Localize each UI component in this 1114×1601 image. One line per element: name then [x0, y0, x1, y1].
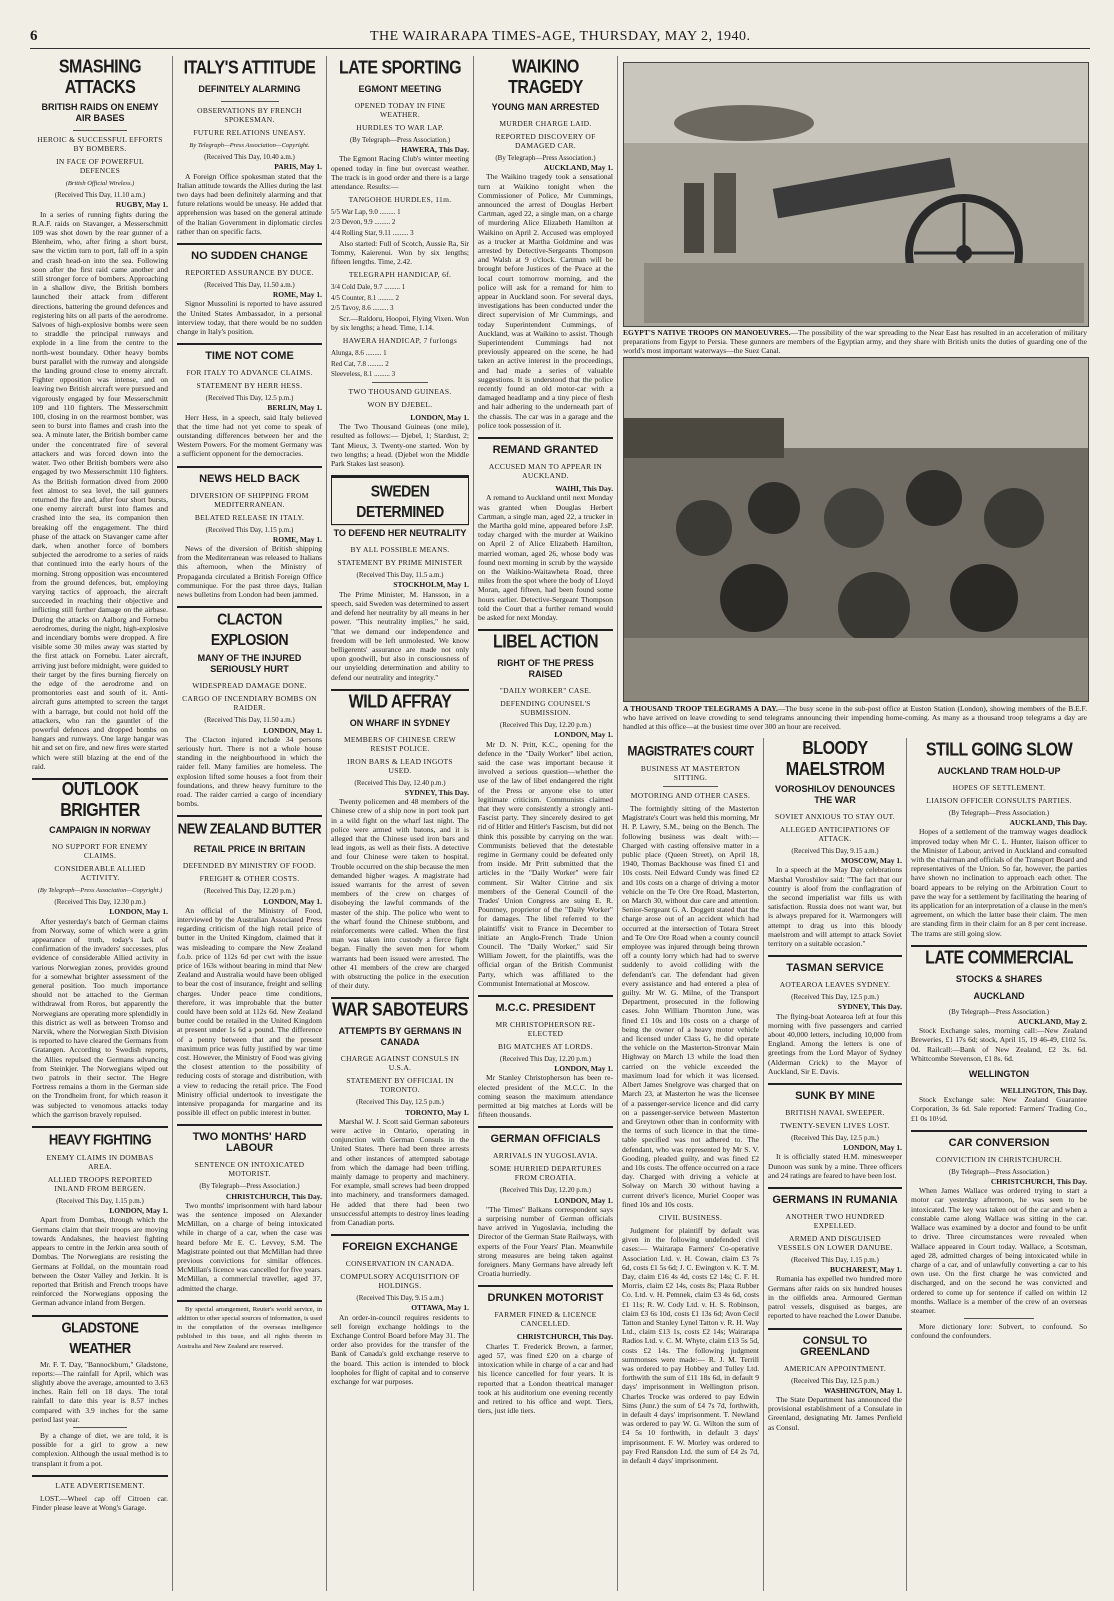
separator: [911, 945, 1087, 947]
headline-no-sudden-change: NO SUDDEN CHANGE: [191, 250, 308, 263]
headline-war-saboteurs: WAR SABOTEURS: [332, 1001, 468, 1021]
headline-drunken-motorist: DRUNKEN MOTORIST: [487, 1292, 604, 1305]
subhead: TWENTY-SEVEN LIVES LOST.: [780, 1121, 890, 1131]
received-note: (Received This Day, 12.5 p.m.): [791, 1134, 879, 1143]
page-number: 6: [30, 28, 38, 44]
headline-sunk-by-mine: SUNK BY MINE: [795, 1090, 875, 1103]
subhead: AOTEAROA LEAVES SYDNEY.: [779, 980, 891, 990]
late-advertisement-heading: LATE ADVERTISEMENT.: [55, 1480, 145, 1490]
subhead: FARMER FINED & LICENCE CANCELLED.: [494, 1310, 597, 1329]
subhead: HEROIC & SUCCESSFUL EFFORTS BY BOMBERS.: [37, 135, 163, 153]
subhead: TO DEFEND HER NEUTRALITY: [333, 528, 467, 539]
headline-tasman-service: TASMAN SERVICE: [786, 962, 884, 975]
article-body: The Two Thousand Guineas (one mile), resulted as follows:— Djebel, 1; Stardust, 2; Tant Mieux, 3. Twenty-one started. Won by two lengths; a head. (Djebel won the Middle Park Stakes last season).: [331, 422, 469, 469]
subhead: REPORTED ASSURANCE BY DUCE.: [185, 268, 314, 278]
headline-gladstone-weather: GLADSTONE WEATHER: [61, 1317, 139, 1356]
photo-egyptian-troops: [623, 62, 1089, 327]
separator: [177, 1124, 322, 1126]
subhead: DEFINITELY ALARMING: [198, 84, 301, 94]
dateline: BERLIN, May 1.: [267, 403, 322, 413]
subhead: DIVERSION OF SHIPPING FROM MEDITERRANEAN.: [190, 490, 309, 509]
city-heading: AUCKLAND: [973, 990, 1025, 1001]
received-note: (Received This Day, 12.20 p.m.): [499, 1055, 592, 1064]
separator: [32, 1315, 168, 1317]
received-note: (Received This Day, 12.5 p.m.): [791, 1376, 879, 1385]
race-result: Red Cat, 7.8 ......... 2: [331, 359, 389, 368]
dateline: LONDON, May 1.: [410, 413, 469, 423]
article-body: An official of the Ministry of Food, interviewed by the Australian Associated Press regarding criticism of the high retail price of butter in the United Kingdom, claimed that it was misleading to compare the New Zealand f.o.b. price of 112s 6d per cwt with the issue price of 163s without bearing in mind that New Zealand and Australia would have been obliged to bear the cost of insurance, freight and selling charges. Under peace time conditions, therefore, it was improbable that the butter could have been sold at 112s 6d. New Zealand butter could be retailed in the United Kingdom at present under 1s 6d a pound. The difference of a penny between that and the present maximum price was fully justified by war time cost. However, the Ministry of Food was giving the closest attention to the possibility of reducing costs of storage and distribution, with a view to reducing the retail price. The Food Ministry official undertook to investigate the intensive propaganda for margarine and its possible ill effect on public interest in butter.: [177, 905, 322, 1118]
race-result: Sleeveless, 8.1 ......... 3: [331, 369, 396, 378]
dateline: LONDON, May 1.: [843, 1143, 902, 1153]
column-rule: [763, 738, 764, 1591]
subhead: CONSIDERABLE ALLIED ACTIVITY.: [54, 864, 146, 882]
column-5: [622, 740, 759, 1593]
article-body: A Foreign Office spokesman stated that the Italian attitude towards the Allies during the last two days had been definitely alarming and that future relations would be uneasy. He added that apprehension was based on the general attitude of the Italian Government in diplomatic circles rather than on specific facts.: [177, 171, 322, 236]
divider: [73, 1427, 127, 1428]
separator: [478, 629, 613, 631]
headline-foreign-exchange: FOREIGN EXCHANGE: [342, 1241, 458, 1254]
dateline: ROME, May 1.: [272, 290, 322, 300]
divider: [964, 1318, 1034, 1319]
subhead: YOUNG MAN ARRESTED: [491, 102, 600, 112]
subhead: WON BY DJEBEL.: [367, 400, 433, 410]
article-body: Stock Exchange sale: New Zealand Guarantee Corporation, 3s 6d. Sale reported: Farmers' Trading Co., £1 0s 10½d.: [911, 1095, 1087, 1123]
received-note: (Received This Day, 12.5 p.m.): [356, 1098, 444, 1107]
dateline: WASHINGTON, May 1.: [823, 1385, 902, 1395]
subhead: RIGHT OF THE PRESS RAISED: [497, 658, 594, 680]
article-body: Signor Mussolini is reported to have assured the United States Ambassador, in a personal interview today, that there would be no sudden change in Italy's position.: [177, 299, 322, 337]
dateline: PARIS, May 1.: [274, 162, 322, 172]
received-note: (By Telegraph—Press Association.): [948, 809, 1050, 817]
dateline: WAIHI, This Day.: [555, 484, 613, 494]
dateline: AUCKLAND, May 1.: [543, 163, 613, 173]
subhead: ALLEGED ANTICIPATIONS OF ATTACK.: [779, 825, 891, 843]
subhead: DEFENDING COUNSEL'S SUBMISSION.: [500, 699, 591, 718]
photo-caption-1: [623, 328, 1087, 355]
subhead: ENEMY CLAIMS IN DOMBAS AREA.: [46, 1153, 154, 1172]
dateline: CHRISTCHURCH, This Day.: [516, 1332, 613, 1342]
received-note: (Received This Day, 12.30 p.m.): [54, 898, 146, 907]
dateline: LONDON, May 1.: [109, 907, 168, 917]
headline-remand-granted: REMAND GRANTED: [492, 444, 599, 457]
received-note: (Received This Day, 10.40 a.m.): [204, 153, 295, 162]
article-body: "The Times" Balkans correspondent says a surprising number of German officials have arrived in Yugoslavia, including the Director of the German State Railways, with experts of the Four Years' Plan. Meanwhile strong measures are being taken against foreigners. Many Germans have already left Croatia hurriedly.: [478, 1204, 613, 1279]
received-note: (By Telegraph—Press Association.): [199, 1182, 300, 1191]
received-note: (Received This Day, 12.20 p.m.): [499, 1186, 592, 1195]
subhead: SOME HURRIED DEPARTURES FROM CROATIA.: [489, 1164, 602, 1183]
subhead: "DAILY WORKER" CASE.: [499, 686, 592, 696]
subhead: CARGO OF INCENDIARY BOMBS ON RAIDER.: [182, 694, 317, 713]
dateline: LONDON, May 1.: [263, 725, 322, 735]
article-body: After yesterday's batch of German claims from Norway, some of which were a grim appearance of truth, today's lack of confirmation of the invaders' successes, plus evidence of considerable Allied activity in various Norwegian zones, provides ground for a somewhat brighter assessment of the general position. Too much importance should not be attached to the German withdrawal from Roros, but apparently the Norwegians are operating more splendidly in this district as well as between Tromso and Narvik, where the Norwegian Sixth Division is reported to have cleared the Germans from Gratangen. According to Swedish reports, the Allies repulsed the Germans advancing from Steinkjer. The Norwegians wiped out two patrols in their sector. The Hegre Fortress remains a thorn in the German side on the Trondheim front, for which reason it was subjected to venomous attacks today which the garrison bravely repulsed.: [32, 916, 168, 1119]
received-note: (Received This Day, 11.5 a.m.): [356, 571, 444, 580]
subhead: CONSERVATION IN CANADA.: [345, 1259, 455, 1269]
subhead: AMERICAN APPOINTMENT.: [784, 1363, 886, 1373]
article-body: In a speech at the May Day celebrations Marshal Voroshilov said: "The fact that our country is aloof from the conflagration of the second imperialist war fills us with satisfaction. Russia does not want war, but is always prepared for it. Warmongers will attempt to drag us into this bloody maelstrom and will attempt to attack Soviet territory on a suitable occasion.": [768, 865, 902, 949]
byline: By Telegraph—Press Association—Copyright.: [189, 142, 310, 149]
headline-car-conversion: CAR CONVERSION: [948, 1136, 1050, 1149]
race-result: Alunga, 8.6 ......... 1: [331, 349, 387, 358]
headline-german-officials: GERMAN OFFICIALS: [490, 1133, 601, 1146]
race-notes: Also started: Full of Scotch, Aussie Ra, Sir Tommy, Kaierenui. Won by six lengths; fifteen lengths. Time, 2.42.: [331, 238, 469, 267]
column-rule: [326, 56, 327, 1591]
dateline: MOSCOW, May 1.: [841, 856, 902, 866]
dateline: LONDON, May 1.: [263, 896, 322, 906]
caption-lead: EGYPT'S NATIVE TROOPS ON MANOEUVRES.: [623, 328, 791, 337]
divider: [372, 382, 427, 383]
separator: [478, 1126, 613, 1128]
article-body: The fortnightly sitting of the Masterton Magistrate's Court was held this morning, Mr H. P. Lawry, S.M., being on the Bench. The following business was dealt with:— Charged with casting offensive matter in a public place (Queen Street), on April 18, 1940, Thomas Backhouse was fined £1 and 10s costs. Neil Edward Cundy was fined £2 and 10s costs on a charge of driving a motor vehicle on the Te Ore Ore Road, Masterton, on March 30, without due care and attention. Senior-Sergeant G. A. Doggett stated that the charge arose out of an accident which had occurred at the intersection of Totara Street and Te Ore Ore Road when a county council employee was injured through being thrown off a county lorry which had had to swerve suddenly to avoid colliding with the defendant's car. The defendant had given every assistance and had entered a plea of guilty. Mr W. G. Milne, of the Transport Department, prosecuted in the following cases. John William Thornton June, was fined £1 10s and 10s costs on a charge of being the owner of a heavy motor vehicle and licensed under Class G, he did operate the vehicle on the Masterton-Stronvar Main Highway on March 13 while the load then carried on the vehicle exceeded the maximum load for which it was licensed. Albert James Snelgrove was charged that on March 23, at Masterton he was the licensee of a passenger-service licence and did carry on a passenger-service between Masterton and Greytown other than in conformity with the terms of such licence in that the time-table specified was not adhered to. The defendant, who was represented by Mr S. V. Gooding, pleaded guilty, and was fined £2 and 10s costs. The offence occurred on a race day. Charged with driving a vehicle at Solway on March 30 without having a current driver's licence, Muriel Cooper was fined 10s and 10s costs.: [622, 804, 759, 1209]
column-rule: [617, 56, 618, 1591]
subhead: DEFENDED BY MINISTRY OF FOOD.: [182, 861, 317, 871]
article-body: Two months' imprisonment with hard labour was the sentence imposed on Alexander McMillan, on a charge of being intoxicated while in charge of a car, when the case was heard before Mr E. C. Levvey, S.M. The Magistrate pointed out that McMillan had three previous convictions for similar offences. McMillan's licence was cancelled for five years. McMillan, a commercial traveller, aged 37, admitted the charge.: [177, 1200, 322, 1293]
subhead: ARMED AND DISGUISED VESSELS ON LOWER DANUBE.: [777, 1234, 893, 1253]
received-note: (Received This Day, 12.5 p.m.): [791, 993, 879, 1002]
headline-news-held-back: NEWS HELD BACK: [199, 472, 300, 485]
subhead: CIVIL BUSINESS.: [658, 1212, 723, 1222]
headline-time-not-come: TIME NOT COME: [205, 350, 294, 363]
article-body: An order-in-council requires residents to sell foreign exchange holdings to the Exchange Control Board before May 31. The order also provides for the transfer of the Bank of Canada's gold exchange reserve to the board. This action is intended to block loopholes for flight of capital and to conserve exchange for war purposes.: [331, 1312, 469, 1387]
received-note: (Received This Day, 11.50 a.m.): [204, 281, 295, 290]
filler-paragraph: More dictionary lore: Subvert, to confound. So confound the confounders.: [911, 1322, 1087, 1341]
headline-new-zealand-butter: NEW ZEALAND BUTTER: [177, 820, 322, 838]
subhead: COMPULSORY ACQUISITION OF HOLDINGS.: [340, 1272, 460, 1291]
separator: [177, 466, 322, 468]
dateline: CHRISTCHURCH, This Day.: [225, 1191, 322, 1201]
subhead: NO SUPPORT FOR ENEMY CLAIMS.: [51, 842, 149, 860]
received-note: (By Telegraph—Press Association.): [948, 1007, 1050, 1016]
dateline: AUCKLAND, This Day.: [1009, 818, 1087, 828]
subhead: BELATED RELEASE IN ITALY.: [194, 512, 305, 522]
article-body: The Egmont Racing Club's winter meeting opened today in fine but overcast weather. The track is in good order and there is a large attendance. Results:—: [331, 154, 469, 192]
subhead: BRITISH NAVAL SWEEPER.: [785, 1108, 885, 1118]
column-1: [32, 58, 168, 1593]
received-note: (By Telegraph—Press Association.): [349, 136, 451, 144]
headline-smashing-attacks: SMASHING ATTACKS: [58, 58, 142, 98]
subhead: MEMBERS OF CHINESE CREW RESIST POLICE.: [343, 734, 457, 753]
article-body: Mr D. N. Pritt, K.C., opening for the defence in the "Daily Worker" libel action, said the case was important because it involved a serious question—whether the use of the law of libel endangered the right of the Press or anyone else to utter legitimate criticism. Communists claimed that they were consistently a strongly anti-Fascist party. They sincerely desired to get rid of Hitler and Hitler's Fascism, but did not think this possible by carrying on the war. Communists believed that the detestable regime in Germany could be defeated only from inside. Mr Pritt submitted that the articles in the "Daily Worker" were fair comment. Sir Walter Citrine and six members of the General Council of the Trades' Union Congress are suing E. R. Pountney, proprietor of the "Daily Worker" for damages. The libel referred to the plaintiffs' visit to France in December to initiate an Anglo-French Trade Union Council. The "Daily Worker," said Sir William Jowett, for the plaintiffs, was the official organ of the British Communist Party, which was affiliated to the Communist International at Moscow.: [478, 739, 613, 988]
subhead: ALLIED TROOPS REPORTED INLAND FROM BERGEN.: [47, 1175, 153, 1194]
subhead: MR CHRISTOPHERSON RE-ELECTED: [495, 1020, 596, 1039]
dateline: BUCHAREST, May 1.: [830, 1265, 902, 1275]
subhead: WIDESPREAD DAMAGE DONE.: [192, 681, 307, 691]
subhead: LIAISON OFFICER CONSULTS PARTIES.: [926, 796, 1072, 805]
headline-late-commercial: LATE COMMERCIAL: [925, 948, 1073, 969]
subhead: STOCKS & SHARES: [955, 973, 1043, 984]
separator: [32, 1475, 168, 1477]
race-title: TELEGRAPH HANDICAP, 6f.: [348, 270, 452, 280]
divider: [221, 101, 279, 102]
subhead: VOROSHILOV DENOUNCES THE WAR: [774, 784, 895, 805]
subhead: BUSINESS AT MASTERTON SITTING.: [640, 764, 741, 782]
subhead: IRON BARS & LEAD INGOTS USED.: [347, 756, 453, 775]
subhead: MURDER CHARGE LAID.: [499, 119, 592, 128]
separator: [478, 437, 613, 439]
subhead: CAMPAIGN IN NORWAY: [49, 825, 151, 835]
received-note: (Received This Day, 12.20 p.m.): [499, 721, 592, 730]
received-note: (Received This Day, 12.20 p.m.): [203, 887, 296, 896]
late-advertisement: LOST.—Wheel cap off Citroen car. Finder please leave at Wong's Garage.: [32, 1493, 168, 1512]
subhead: REPORTED DISCOVERY OF DAMAGED CAR.: [495, 132, 596, 150]
dateline: RUGBY, May 1.: [115, 200, 168, 210]
headline-libel-action: LIBEL ACTION: [492, 632, 599, 653]
article-body: Charles T. Frederick Brown, a farmer, aged 57, was fined £20 on a charge of intoxication while in charge of a car and had his licence cancelled for four years. It is reported that a London theatrical manager took at his auditorium one evening recently and retired to his office and wept. Tiers, tiers, just idle tiers.: [478, 1341, 613, 1416]
subhead: ARRIVALS IN YUGOSLAVIA.: [493, 1151, 598, 1161]
headline-two-months-hard-labour: TWO MONTHS' HARD LABOUR: [192, 1131, 307, 1155]
column-rule: [172, 56, 173, 1591]
article-body: A remand to Auckland until next Monday was granted when Douglas Herbert Cartman, a single man, aged 22, a trucker in the Martha gold mine, appeared before J.sP. today charged with the murder at Waikino on April 2 of Alice Elizabeth Hamilton, married woman, aged 26, whose body was found next morning in scrub by the wayside on the Waikino-Waitawheta Road, three miles from the spot where the body of Lloyd Moran, aged fifteen, had been found some hours earlier. Detective-Sergeant Thompson told the Court that a further remand would be asked for next Monday.: [478, 493, 613, 622]
article-body: Mr Stanley Christopherson has been re-elected president of the M.C.C. In the coming season the maximum attendance permitted at big matches at Lords will be fifteen thousands.: [478, 1073, 613, 1120]
received-note: (Received This Day, 9.15 a.m.): [356, 1294, 444, 1303]
column-4: [478, 58, 613, 1593]
filler-paragraph: By a change of diet, we are told, it is possible for a girl to grow a new complexion. Although the usual method is to transplant it from a pot.: [32, 1430, 168, 1468]
article-body: Mr. F. T. Day, "Bannockburn," Gladstone, reports:—The rainfall for April, which was slightly above the average, amounted to 3.63 inches. Rain fell on 18 days. The total rainfall to date this year is 8.57 inches compared with 3.9 inches for the same period last year.: [32, 1359, 168, 1424]
dateline: SYDNEY, This Day.: [404, 787, 469, 797]
article-body: Judgment for plaintiff by default was given in the following undefended civil cases:— Wairarapa Farmers' Co-operative Association Ltd. v. H. Cowan, claim £3 7s 6d, costs £1 5s 6d; J. C. Ewington v. K. T. M. Day, claim £16 4s 4d, costs £2 14s; C. F. H. Morris, claim £2 14s, costs 8s; Plaza Rubber Co. Ltd. v. H. Pemnek, claim £3 4s 6d, costs £1 11s; R. W. Cody Ltd. v. H. S. Robinson, claim £3 6s 10d, costs £1 13s 6d; Avon Cecil Tatton and Stanley Lynel Tatton v. R. H. Way Ltd., claim £13 1s, costs £2 14s; Wairarapa Radios Ltd. v. C. M. Whyte, claim £13 5s 5d, costs £2 14s. The following judgment summonses were made:— R. J. M. Terrill was ordered to pay Hobbey and Tulley Ltd. forthwith the sum of £11 18s 6d, in default 9 days' imprisonment in Wellington prison. Charles Trocke was ordered to pay Edwin Sims (Junr.) the sum of £4 7s 7d, forthwith, in default 4 days' imprisonment. T. Newland was ordered to pay W. G. Wilton the sum of £4 5s 10 forthwith, in default 3 days' imprisonment. F. W. Morley was ordered to pay Fred Ransdon Ltd. the sum of £4 2s 7d, in default 4 days' imprisonment.: [622, 1225, 759, 1466]
headline-wild-affray: WILD AFFRAY: [348, 692, 452, 712]
subhead: STATEMENT BY OFFICIAL IN TORONTO.: [346, 1076, 454, 1095]
headline-still-going-slow: STILL GOING SLOW: [925, 740, 1073, 761]
caption-text: —The busy scene in the sub-post office at Euston Station (London), showing members of the B.E.F. who have arrived on leave crowding to send telegrams announcing their impending home-coming. As many as a thousand troop telegrams a day are handled at this office—at the busiest time over 300 an hour are received.: [623, 704, 1087, 731]
separator: [32, 1126, 168, 1128]
headline-bloody-maelstrom: BLOODY MAELSTROM: [785, 740, 885, 780]
separator: [768, 955, 902, 957]
subhead: TWO THOUSAND GUINEAS.: [348, 387, 452, 397]
masthead: [30, 26, 1090, 49]
headline-germans-in-rumania: GERMANS IN RUMANIA: [772, 1194, 898, 1207]
newspaper-title: THE WAIRARAPA TIMES-AGE, THURSDAY, MAY 2, 1940.: [370, 29, 751, 44]
city-heading: WELLINGTON: [968, 1069, 1030, 1080]
subhead: STATEMENT BY HERR HESS.: [196, 381, 303, 391]
separator: [177, 1300, 322, 1302]
dateline: ROME, May 1.: [272, 534, 322, 544]
subhead: BIG MATCHES AT LORDS.: [498, 1042, 593, 1052]
article-body: Twenty policemen and 48 members of the Chinese crew of a ship now in port took part in a wild fight on the wharf last night. The police were armed with batons, and it is alleged that the Chinese used iron bars and lead ingots, as well as their fists. A detective and four Chinese were taken to hospital. Trouble occurred on the ship because the men demanded higher wages. A magistrate had issued warrants for the arrest of seven members of the crew on charges of disobeying the lawful commands of the master of the ship. The police who went to the wharf found the Chinese stubborn, and reinforcements were called. When the first man was taken into custody a fierce fight began. Finally the seven men for whom warrants had been issued were arrested. The other 41 members of the crew are charged with obstructing the police in the execution of their duty.: [331, 797, 469, 991]
caption-lead: A THOUSAND TROOP TELEGRAMS A DAY.: [623, 704, 778, 713]
article-body: It is officially stated H.M. minesweeper Dunoon was sunk by a mine. Three officers and 24 ratings are feared to have been lost.: [768, 1152, 902, 1180]
article-body: Stock Exchange sales, morning call:—New Zealand Breweries, £1 17s 6d; stock, April 15, 19 46-49, £102 5s. 0d. Railcall:—Bank of New Zealand, £2 3s. 6d. Whittcombe Stevenson, £1 8s. 6d.: [911, 1026, 1087, 1063]
headline-clacton-explosion: CLACTON EXPLOSION: [210, 609, 289, 649]
article-body: The flying-boat Aotearoa left at four this morning with five passengers and carried about 40,000 letters, including 10,000 from England. Among the letters is one of greetings from the Lord Mayor of Sydney (Alderman Crick) to the Mayor of Auckland, Sir E. Davis.: [768, 1011, 902, 1076]
race-title: HAWERA HANDICAP, 7 furlongs: [342, 336, 458, 346]
subhead: AUCKLAND TRAM HOLD-UP: [937, 766, 1061, 776]
dateline: AUCKLAND, May 2.: [1017, 1017, 1087, 1027]
subhead: EGMONT MEETING: [358, 84, 442, 94]
photo-artillery-drawing: [624, 63, 1088, 326]
received-note: (Received This Day, 1.15 p.m.): [56, 1197, 144, 1206]
subhead: MANY OF THE INJURED SERIOUSLY HURT: [197, 653, 302, 675]
article-body: Apart from Dombas, through which the Germans claim that their troops are moving towards Andalsnes, the heaviest fighting appears to centre in the Jerkin area south of Dombas. The Norwegians are resisting the Germans at Folldal, on the mountain road between the Oster Valley and Jerkin. It is reported that British and French troops have reinforced the Norwegians opposing the German advance inland from Bergen.: [32, 1215, 168, 1308]
received-note: (Received This Day, 1.15 p.m.): [205, 525, 294, 534]
dateline: HAWERA, This Day.: [401, 145, 469, 155]
subhead: IN FACE OF POWERFUL DEFENCES: [56, 157, 144, 175]
dateline: STOCKHOLM, May 1.: [393, 580, 469, 590]
subhead: CONVICTION IN CHRISTCHURCH.: [935, 1154, 1063, 1164]
separator: [177, 343, 322, 345]
received-note: (Received This Day, 11.10 a.m.): [54, 191, 146, 200]
headline-magistrates-court: MAGISTRATE'S COURT: [627, 742, 754, 760]
subhead: ACCUSED MAN TO APPEAR IN AUCKLAND.: [488, 462, 603, 481]
headline-heavy-fighting: HEAVY FIGHTING: [48, 1130, 152, 1149]
dateline: LONDON, May 1.: [554, 1195, 613, 1205]
article-body: Hopes of a settlement of the tramway wages deadlock improved today when Mr C. L. Hunter, liaison officer to the Minister of Labour, arrived in Auckland and consulted with the chairman and officials of the Transport Board and representatives of the Union. So far, however, the parties have shown no inclination to approach each other. The board appears to be relying on the Arbitration Court to pave the way for a settlement by facilitating the hearing of its application for an interpretation of a clause in the men's agreement, on which the latter base their claim. The men are standing firm in their claim for an 8 per cent increase. The trams are still going slow.: [911, 827, 1087, 938]
divider: [73, 130, 127, 131]
headline-mcc-president: M.C.C. PRESIDENT: [495, 1002, 596, 1015]
subhead: SOVIET ANXIOUS TO STAY OUT.: [775, 812, 895, 821]
subhead: HURDLES TO WAR LAP.: [356, 123, 444, 132]
subhead: BRITISH RAIDS ON ENEMY AIR BASES: [41, 102, 159, 123]
headline-outlook-brighter: OUTLOOK BRIGHTER: [60, 780, 140, 821]
column-6: [768, 740, 902, 1593]
dateline: WELLINGTON, This Day.: [1000, 1086, 1087, 1096]
race-result: 2/3 Devon, 9.9 ......... 2: [331, 218, 396, 227]
headline-consul-to-greenland: CONSUL TO GREENLAND: [800, 1334, 870, 1358]
subhead: ANOTHER TWO HUNDRED EXPELLED.: [785, 1212, 885, 1231]
dateline: LONDON, May 1.: [109, 1206, 168, 1216]
headline-waikino-tragedy: WAIKINO TRAGEDY: [508, 58, 583, 98]
received-note: (Received This Day, 11.50 a.m.): [204, 716, 295, 725]
headline-late-sporting: LATE SPORTING: [338, 58, 462, 79]
dateline: OTTAWA, May 1.: [411, 1303, 469, 1313]
subhead: ATTEMPTS BY GERMANS IN CANADA: [338, 1026, 462, 1048]
byline: (By Telegraph—Press Association—Copyright.): [37, 887, 163, 894]
race-result: 2/5 Tavoy, 8.6 ......... 3: [331, 303, 394, 312]
column-3: [331, 58, 469, 1593]
dateline: LONDON, May 1.: [554, 1064, 613, 1074]
separator: [331, 997, 469, 999]
dateline: TORONTO, May 1.: [405, 1107, 469, 1117]
photo-crowd-drawing: [624, 358, 1088, 701]
subhead: STATEMENT BY PRIME MINISTER: [337, 558, 463, 568]
race-result: 3/4 Cold Dale, 9.7 ......... 1: [331, 283, 406, 292]
article-body: Rumania has expelled two hundred more Germans after raids on six hundred houses in the oilfields area. Armoured German patrol vessels, disguised as barges, are reported to have reached the Lower Danube.: [768, 1274, 902, 1321]
separator: [911, 1130, 1087, 1132]
article-body: The State Department has announced the provisional establishment of a Consulate in Greenland, designating Mr. James Penfield as Consul.: [768, 1394, 902, 1432]
subhead: ON WHARF IN SYDNEY: [349, 717, 451, 728]
separator: [768, 1187, 902, 1189]
photo-caption-2: [623, 704, 1087, 731]
article-body: In a series of running fights during the R.A.F. raids on Stavanger, a Messerschmitt 109 was shot down by the rear gunner of a Blenheim, who, after firing a short burst, saw the victim turn to port, fall off in a spin and crash head-on into the sea. Following soon after the first raid came another and still stronger force of bombers. Approaching in a shallow dive, the British bombers launched their attack from different directions, battering the ground defences and registering hits on all parts of the aerodrome. Salvoes of high-explosive bombs were seen to straddle the principal runways and explode in a line from the centre to the north-west boundary. Other heavy bombs burst parallel with the runway and alongside the landing ground close to enemy aircraft. Fighter opposition was intense, and on leaving two British aircraft were pursued and vigorously engaged by four Messerschmitt 109 and 110 fighters. The Messerschmitt 100, closing in on the rearmost bomber, was seen to burst into flames and crash into the sea. A minute later, the British bomber came under the concentrated fire of several attackers and was forced down into the water. Two other British bombers were also engaged by two Messerschmitt 110 fighters. As the British formation dived from 2000 feet almost to sea level, the tail gunners returned the fire and, after four short bursts, one enemy aircraft burst into flames and crashed into the sea, its companion then breaking off the engagement. The third phase of the attack on Stavanger came after dark, when another force of bombers subjected the aerodrome to a series of raids that continued into the early hours of the morning. Strong opposition was encountered from the ground defences, but, employing varying tactics of approach, the aircraft succeeded in reaching their objective and inflicting still further damage on the airbase. During the attacks on Aalborg and Fornebu aerodromes, during the night, high-explosive and incendiary bombs were dropped. A fire visible some 30 miles away was started by the first attack on Fornebu. Later aircraft, arriving just before midnight, were guided to their target by the fires burning fiercely on the edge of the aerodrome and on promontories east and south of it. Anti-aircraft guns attempted to screen the target with a barrage, but could not hold off the attackers, who ran the gauntlet of the powerful defences and dropped bombs on hangars and runways. One large hangar was hit and set on fire, and new fires were started which were still blazing at the end of the raid.: [32, 209, 168, 771]
subhead: FOR ITALY TO ADVANCE CLAIMS.: [186, 368, 313, 378]
headline-sweden-determined: SWEDEN DETERMINED: [331, 477, 469, 525]
article-body: The Prime Minister, M. Hansson, in a speech, said Sweden was determined to assert and defend her neutrality by all means in her power. "This neutrality implies," he said, "that we demand our independence and freedom will be left unmolested. We know belligerents' assurance are made not only upon goodwill, but also in consciousness of our unyielding determination and ability to defend our neutrality and integrity.": [331, 589, 469, 682]
subhead: BY ALL POSSIBLE MEANS.: [350, 545, 450, 555]
photo-troop-telegrams: [623, 357, 1089, 702]
reuters-note: By special arrangement, Reuter's world service, in addition to other special sources of information, is used in the compilation of the overseas intelligence published in this issue, and all rights therein in Australia and New Zealand are reserved.: [177, 1305, 322, 1350]
dateline: SYDNEY, This Day.: [837, 1002, 902, 1012]
article-body: The Clacton injured include 34 persons seriously hurt. There is not a whole house standing in the neighbourhood in which the raider fell. Many families are homeless. The explosion lifted some houses a foot from their foundations, and threw heavy furniture to the road. The raider carried a cargo of incendiary bombs.: [177, 734, 322, 809]
subhead: FREIGHT & OTHER COSTS.: [199, 874, 300, 884]
caption-text: —The possibility of the war spreading to the Near East has resulted in an acceleration of military preparations from Egypt to Persia. These gunners are members of the Egyptian army, and they share with British units the duties of guarding one of the world's most important waterways—the Suez Canal.: [623, 328, 1087, 355]
subhead: HOPES OF SETTLEMENT.: [952, 783, 1046, 792]
subhead: SENTENCE ON INTOXICATED MOTORIST.: [194, 1160, 305, 1179]
received-note: (By Telegraph—Press Association.): [495, 154, 596, 162]
dateline: LONDON, May 1.: [554, 730, 613, 740]
received-note: (By Telegraph—Press Association.): [948, 1167, 1050, 1176]
column-7: [911, 740, 1087, 1593]
race-result: 4/4 Rolling Star, 9.11 ......... 3: [331, 228, 414, 237]
race-title: TANGOHOE HURDLES, 11m.: [348, 195, 452, 205]
separator: [177, 815, 322, 817]
subhead: OBSERVATIONS BY FRENCH SPOKESMAN.: [197, 106, 302, 124]
separator: [478, 995, 613, 997]
divider: [663, 786, 718, 787]
article-body: Marshal W. J. Scott said German saboteurs were active in Ontario, operating in conjunction with German Consuls in the United States. There had been three arrests and other instances of attempted sabotage from which the damage had been trifling, mainly damage to property and machinery. For example, small screws had been dropped into machinery, and transformers damaged. He added that there had been two unsuccessful attempts to destroy lines leading from Canadian ports.: [331, 1116, 469, 1228]
race-result: 5/5 War Lap, 9.0 ......... 1: [331, 208, 401, 217]
received-note: (Received This Day, 1.15 p.m.): [791, 1256, 879, 1265]
column-rule: [473, 56, 474, 1591]
subhead: FUTURE RELATIONS UNEASY.: [193, 128, 306, 137]
article-body: When James Wallace was ordered trying to start a motor car yesterday afternoon, he was seen to be intoxicated. The key was taken out of the car and when a constable came along Wallace was sitting in the car. Wallace was examined by a doctor and found to be unfit to drive. Three circumstances were revealed when Wallace appeared in Court today. Wallace, a Scotsman, aged 28, admitted charges of being intoxicated while in charge of a car, and of unlawfully converting a car to his own use. On the first charge he was convicted and discharged, and on the second he was convicted and ordered to come up for sentence if called on within 12 months. Wallace is a member of the crew of an overseas steamer.: [911, 1186, 1087, 1315]
race-notes: Scr.—Raldoru, Hoopoi, Flying Vixen. Won by six lengths; a head. Time, 1.14.: [331, 314, 469, 333]
received-note: (Received This Day, 9.15 a.m.): [791, 847, 879, 855]
race-result: 4/5 Counter, 8.1 ......... 2: [331, 293, 399, 302]
separator: [177, 243, 322, 245]
headline-italys-attitude: ITALY'S ATTITUDE: [183, 58, 316, 79]
article-body: News of the diversion of British shipping from the Mediterranean was released to Italians this afternoon, when the Ministry of Propaganda circulated a British Foreign Office communique. For the past three days, Italian news bulletins from London had been jammed.: [177, 544, 322, 600]
separator: [768, 1083, 902, 1085]
column-2: [177, 58, 322, 1593]
received-note: (Received This Day, 12.40 p.m.): [354, 778, 446, 787]
column-rule: [906, 738, 907, 1591]
separator: [331, 689, 469, 691]
subhead: CHARGE AGAINST CONSULS IN U.S.A.: [340, 1054, 460, 1073]
subhead: RETAIL PRICE IN BRITAIN: [193, 844, 306, 855]
received-note: (Received This Day, 12.5 p.m.): [205, 394, 294, 403]
separator: [768, 1328, 902, 1330]
article-body: The Waikino tragedy took a sensational turn at Waikino tonight when the Commissioner of Police, Mr Cummings, announced the arrest of Douglas Herbert Cartman, aged 22, a single man, on a charge of murdering Alice Elizabeth Hamilton at Waikino on April 2. Accused was employed as a trucker at Martha Goldmine and was arrested by Detective-Sergeants Thompson and Walsh at 9 o'clock. Cartman will be brought before Justices of the Peace at the local court tomorrow morning, and the police will ask for a remand for him to appear in Auckland soon. For several days, investigations has been conducted under the direct supervision of Mr Cummings, and today Superintendent Cummings, of Auckland, was at Waikino to assist. Though Superintendent Cummings had not previously appeared on the scene, he had taken an active interest in the proceedings, and had made a series of valuable suggestions. It is understood that the police recently found an old motor-car with a damaged headlamp and a tiny piece of flesh and hair adhering to the underneath part of the chassis. The car was in a garage and the police took possession of it.: [478, 172, 613, 430]
article-body: Herr Hess, in a speech, said Italy believed that the time had not yet come to speak of outstanding differences between her and the Western Powers. For the moment Germany was a sufficient opponent for the democracies.: [177, 412, 322, 459]
separator: [478, 1285, 613, 1287]
byline: (British Official Wireless.): [65, 180, 135, 187]
subhead: OPENED TODAY IN FINE WEATHER.: [354, 101, 446, 119]
dateline: CHRISTCHURCH, This Day.: [990, 1177, 1087, 1187]
subhead: MOTORING AND OTHER CASES.: [630, 791, 751, 800]
separator: [331, 1234, 469, 1236]
